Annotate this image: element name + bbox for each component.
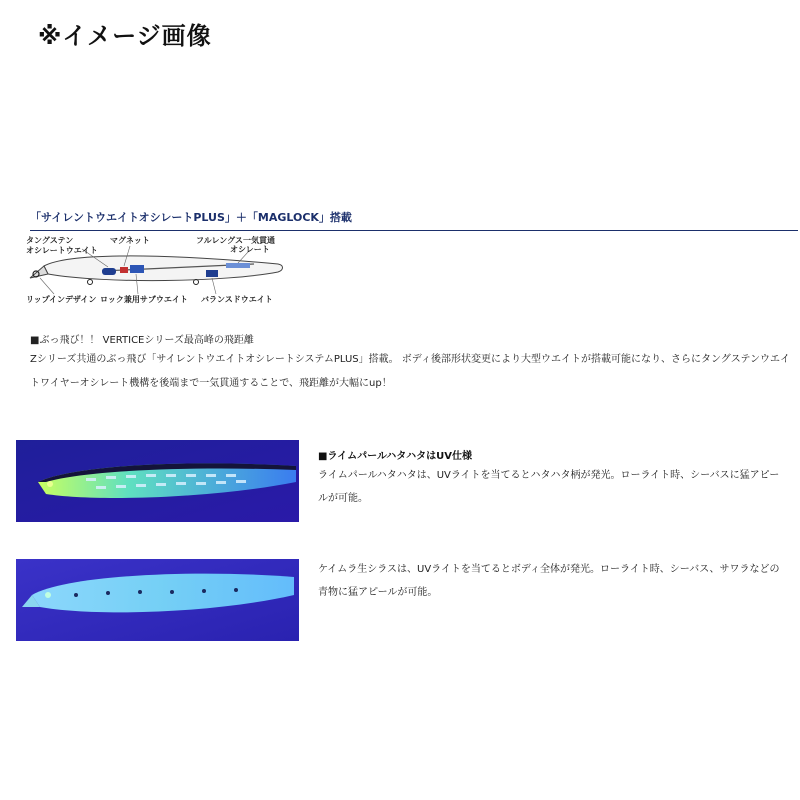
rear-weight <box>226 263 250 268</box>
balanced-weight <box>206 270 218 277</box>
hook-eye-front <box>88 280 93 285</box>
uv-spec-heading: ■ライムパールハタハタはUV仕様 <box>318 451 473 462</box>
label-tungsten-2: オシレートウエイト <box>26 246 98 255</box>
label-fulllength-2: オシレート <box>230 245 270 254</box>
label-lock-sub: ロック兼用サブウエイト <box>100 295 188 304</box>
lure-lip <box>30 266 48 278</box>
label-tungsten-1: タングステン <box>26 236 74 245</box>
sub-weight <box>130 265 144 273</box>
image-notice: ※イメージ画像 <box>38 22 212 50</box>
label-lip-design: リップインデザイン <box>26 295 97 304</box>
keimura-spec-text: ケイムラ生シラスは、UVライトを当てるとボディ全体が発光。ローライト時、シーバス、サワラなどの青物に猛アピールが可能。 <box>318 564 780 598</box>
magnet <box>120 267 128 273</box>
feature-body: Zシリーズ共通のぶっ飛び「サイレントウエイトオシレートシステムPLUS」搭載。 ボディ後部形状変更により大型ウエイトが搭載可能になり、さらにタングステンウエイトワイヤーオシレート機構を後端まで一気貫通することで、飛距離が大幅にup！ <box>30 354 790 389</box>
section-divider <box>30 230 798 231</box>
keimura-shirasu-photo <box>16 559 299 641</box>
feature-heading: ■ぶっ飛び！！ VERTICEシリーズ最高峰の飛距離 <box>30 335 254 346</box>
section-title: 「サイレントウエイトオシレートPLUS」＋「MAGLOCK」搭載 <box>30 211 352 224</box>
label-balance: バランスドウエイト <box>201 295 273 304</box>
tungsten-weight <box>102 268 116 275</box>
label-magnet: マグネット <box>110 236 150 245</box>
uv-spec-text: ライムパールハタハタは、UVライトを当てるとハタハタ柄が発光。ローライト時、シーバスに猛アピールが可能。 <box>318 470 780 504</box>
lime-pearl-uv-photo <box>16 440 299 522</box>
lure-weight-diagram <box>26 234 286 314</box>
label-fulllength-1: フルレングス一気貫通 <box>196 236 276 245</box>
